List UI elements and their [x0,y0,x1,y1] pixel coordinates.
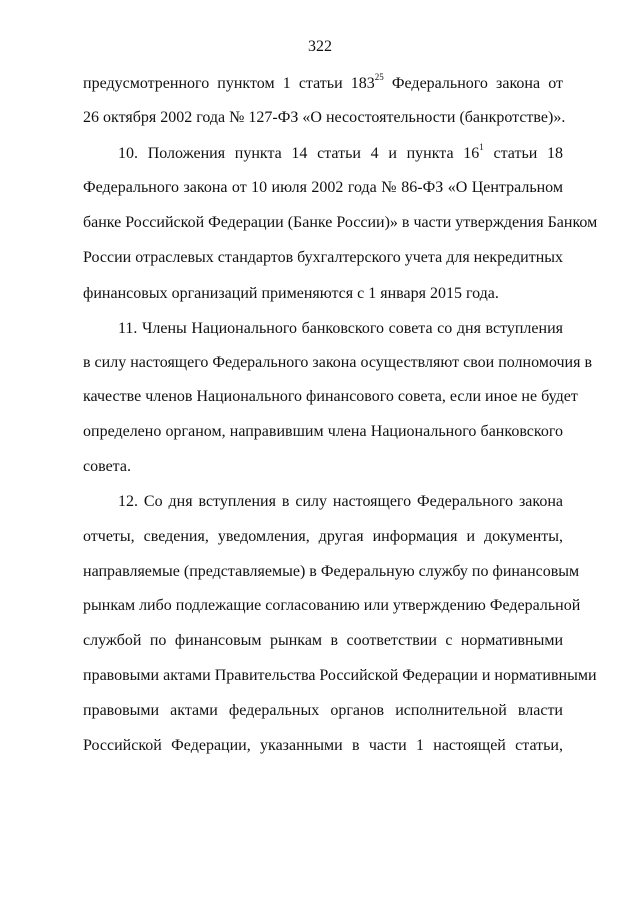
text-line: банке Российской Федерации (Банке России)» в части утверждения Банком [83,214,598,231]
text-line: финансовых организаций применяются с 1 января 2015 года. [83,285,499,302]
text-fragment: 10. Положения пункта 14 статьи 4 и пункта 16 [118,145,480,162]
text-line: правовыми актами федеральных органов исполнительной власти [83,702,563,719]
text-line: России отраслевых стандартов бухгалтерского учета для некредитных [83,249,564,266]
superscript: 25 [374,71,384,82]
text-line: отчеты, сведения, уведомления, другая информация и документы, [83,528,563,545]
text-line: 12. Со дня вступления в силу настоящего Федерального закона [118,493,563,510]
text-line: направляемые (представляемые) в Федеральную службу по финансовым [83,563,580,580]
text-line: 11. Члены Национального банковского совета со дня вступления [118,320,563,337]
text-fragment: предусмотренного пунктом 1 статьи 183 [83,75,375,92]
text-line: в силу настоящего Федерального закона осуществляют свои полномочия в [83,354,593,371]
text-line: качестве членов Национального финансового совета, если иное не будет [83,388,578,405]
text-line: 26 октября 2002 года № 127-ФЗ «О несостоятельности (банкротстве)». [83,109,566,126]
text-line: правовыми актами Правительства Российской Федерации и нормативными [83,667,597,684]
text-line [118,141,564,164]
text-line: совета. [83,458,131,475]
text-fragment: Федерального закона от [383,75,563,92]
text-line: службой по финансовым рынкам в соответствии с нормативными [83,632,563,649]
text-fragment: статьи 18 [483,145,564,162]
text-line [83,71,563,94]
superscript: 1 [479,141,484,152]
text-line: определено органом, направившим члена Национального банковского [83,423,563,440]
text-line: Федерального закона от 10 июля 2002 года № 86-ФЗ «О Центральном [83,179,563,196]
page-number: 322 [308,38,332,55]
text-line: рынкам либо подлежащие согласованию или утверждению Федеральной [83,597,581,614]
text-line: Российской Федерации, указанными в части 1 настоящей статьи, [83,737,563,754]
